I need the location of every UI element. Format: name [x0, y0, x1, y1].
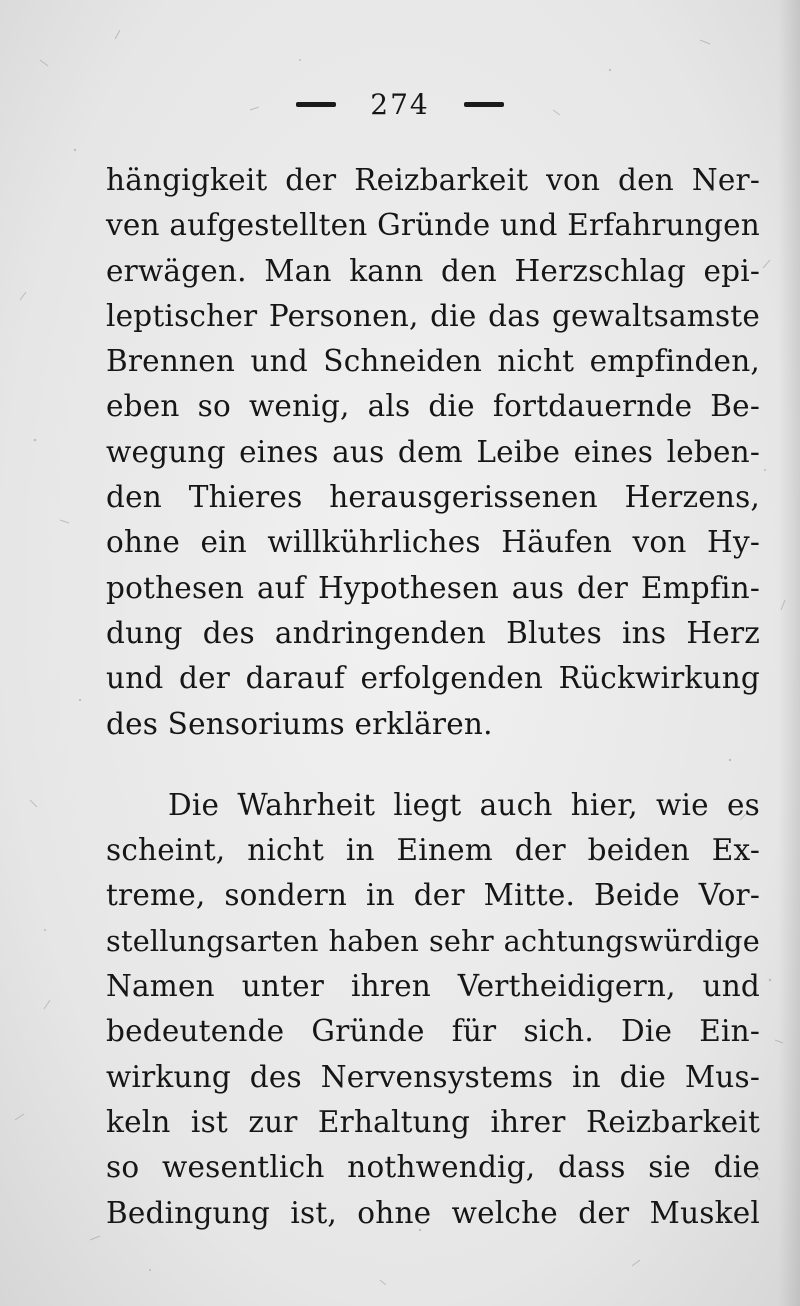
- text-line: Bedingung ist, ohne welche der Muskel: [106, 1195, 760, 1230]
- text-line: hängigkeit der Reizbarkeit von den Ner-: [106, 163, 760, 197]
- text-line: ven aufgestellten Gründe und Erfahrungen: [106, 208, 760, 243]
- text-line: wirkung des Nervensystems in die Mus-: [106, 1059, 760, 1094]
- text-line: ohne ein willkührliches Häufen von Hy-: [106, 525, 760, 560]
- text-line: scheint, nicht in Einem der beiden Ex-: [106, 833, 760, 868]
- text-line: stellungsarten haben sehr achtungswürdige: [106, 923, 760, 958]
- text-line: Brennen und Schneiden nicht empfinden,: [106, 344, 760, 379]
- paragraph-gap: [106, 747, 760, 783]
- paragraph-2: [106, 783, 760, 1236]
- text-line: den Thieres herausgerissenen Herzens,: [106, 480, 760, 515]
- page-number: 274: [370, 87, 430, 121]
- text-line: erwägen. Man kann den Herzschlag epi-: [106, 253, 760, 288]
- text-line: dung des andringenden Blutes ins Herz: [106, 615, 760, 650]
- body-text: [106, 158, 760, 1236]
- text-line: pothesen auf Hypothesen aus der Empfin-: [106, 570, 760, 605]
- text-line: so wesentlich nothwendig, dass sie die: [106, 1150, 760, 1185]
- header-dash-right: [464, 102, 504, 107]
- text-line: eben so wenig, als die fortdauernde Be-: [106, 389, 760, 424]
- text-line: bedeutende Gründe für sich. Die Ein-: [106, 1014, 760, 1049]
- page-edge-shadow: [778, 0, 800, 1306]
- page-header: [0, 84, 800, 124]
- text-line: keln ist zur Erhaltung ihrer Reizbarkeit: [106, 1104, 760, 1139]
- text-line: des Sensoriums erklären.: [106, 706, 493, 741]
- text-line: treme, sondern in der Mitte. Beide Vor-: [106, 878, 760, 913]
- text-line: Namen unter ihren Vertheidigern, und: [106, 969, 760, 1004]
- text-line: wegung eines aus dem Leibe eines leben-: [106, 434, 760, 469]
- text-line: leptischer Personen, die das gewaltsamste: [106, 298, 760, 333]
- header-dash-left: [296, 102, 336, 107]
- text-line: Die Wahrheit liegt auch hier, wie es: [168, 787, 760, 822]
- text-line: und der darauf erfolgenden Rückwirkung: [106, 661, 760, 696]
- paragraph-1: [106, 158, 760, 747]
